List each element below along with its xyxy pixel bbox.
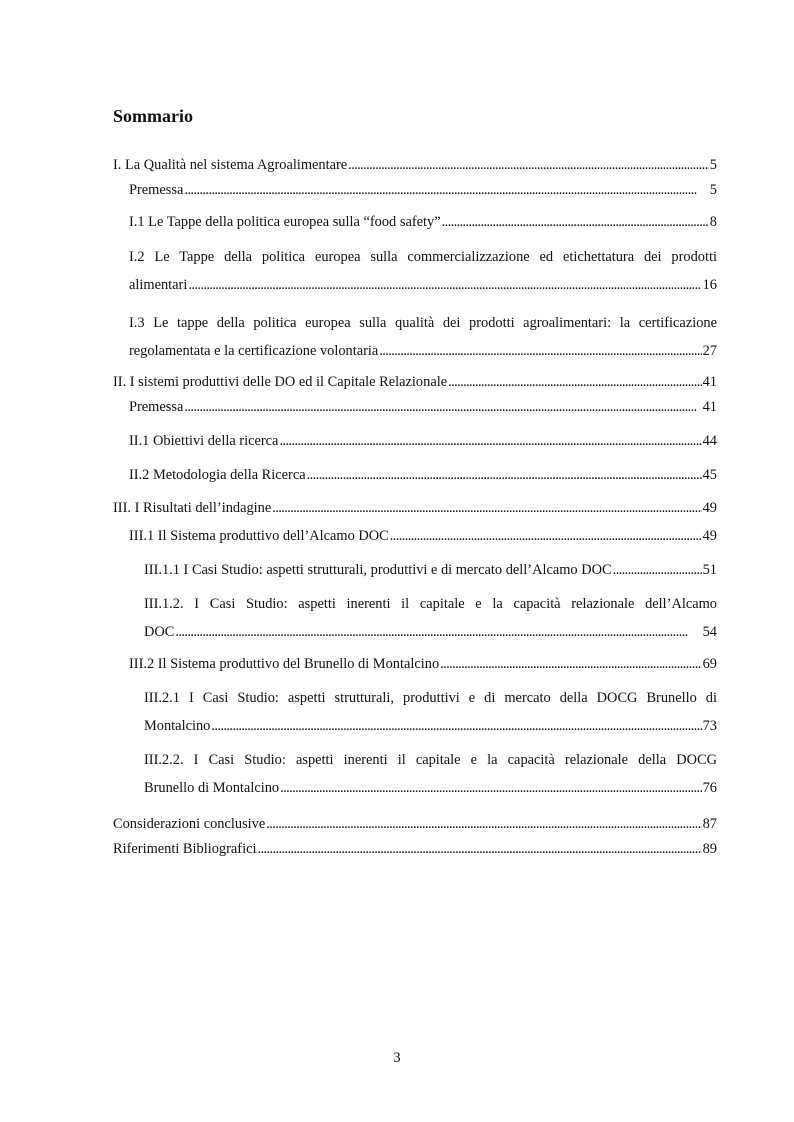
toc-leader-dots: [257, 839, 701, 859]
toc-entry-text: Brunello di Montalcino: [144, 780, 280, 796]
toc-entry-text: Premessa: [129, 182, 184, 198]
toc-page-number: 16: [702, 277, 717, 293]
toc-leader-dots: [448, 372, 702, 392]
toc-page-number: 73: [702, 718, 717, 734]
toc-leader-dots: [184, 180, 708, 200]
toc-entry-bibliography[interactable]: [113, 839, 717, 859]
toc-entry-section-3-2-2[interactable]: [144, 750, 717, 798]
toc-leader-dots: [188, 275, 701, 295]
toc-entry-chapter-1[interactable]: [113, 155, 717, 175]
toc-entry-conclusions[interactable]: [113, 814, 717, 834]
toc-leader-dots: [279, 431, 701, 451]
toc-page-number: 87: [702, 816, 717, 832]
toc-leader-dots: [348, 155, 709, 175]
toc-leader-dots: [211, 716, 701, 736]
toc-leader-dots: [613, 560, 702, 580]
toc-entry-text: III.1 Il Sistema produttivo dell’Alcamo DOC: [129, 528, 389, 544]
toc-entry-text: Premessa: [129, 399, 184, 415]
toc-page-number: 89: [702, 841, 717, 857]
toc-leader-dots: [379, 341, 701, 361]
toc-entry-text: Riferimenti Bibliografici: [113, 841, 257, 857]
toc-entry-text: Montalcino: [144, 718, 211, 734]
toc-page-number: 49: [702, 528, 717, 544]
toc-page-number: 44: [702, 433, 717, 449]
toc-entry-text: Considerazioni conclusive: [113, 816, 266, 832]
toc-page-number: 49: [702, 500, 717, 516]
toc-entry-section-3-1-1[interactable]: [144, 560, 717, 580]
toc-entry-section-1-3[interactable]: [129, 313, 717, 361]
toc-entry-text: alimentari: [129, 277, 188, 293]
toc-leader-dots: [280, 778, 702, 798]
toc-page-number: 8: [709, 214, 717, 230]
toc-entry-text: DOC: [144, 624, 175, 640]
toc-entry-text: III.1.1 I Casi Studio: aspetti strutturali, produttivi e di mercato dell’Alcamo DOC: [144, 562, 612, 578]
toc-leader-dots: [390, 526, 702, 546]
toc-page-number: 69: [702, 656, 717, 672]
toc-page-number: 76: [702, 780, 717, 796]
toc-entry-text-line1: III.1.2. I Casi Studio: aspetti inerenti il capitale e la capacità relazionale dell’Alcamo: [144, 596, 717, 612]
toc-page-number: 41: [702, 374, 717, 390]
toc-entry-text: II.2 Metodologia della Ricerca: [129, 467, 306, 483]
toc-entry-section-3-2[interactable]: [129, 654, 717, 674]
toc-leader-dots: [184, 397, 701, 417]
toc-page-number: 54: [702, 624, 717, 640]
page-number: 3: [393, 1050, 401, 1066]
toc-entry-section-2-1[interactable]: [129, 431, 717, 451]
toc-leader-dots: [175, 622, 701, 642]
toc-entry-premessa-2[interactable]: [129, 397, 717, 417]
toc-entry-premessa-1[interactable]: [129, 180, 717, 200]
toc-leader-dots: [307, 465, 702, 485]
toc-entry-text-line1: I.2 Le Tappe della politica europea sulla commercializzazione ed etichettatura dei prodotti: [129, 249, 717, 265]
toc-entry-text: III. I Risultati dell’indagine: [113, 500, 272, 516]
toc-page-number: 27: [702, 343, 717, 359]
toc-entry-text: regolamentata e la certificazione volontaria: [129, 343, 379, 359]
toc-entry-text: I.1 Le Tappe della politica europea sulla “food safety”: [129, 214, 441, 230]
toc-entry-chapter-2[interactable]: [113, 372, 717, 392]
toc-page-number: 5: [709, 157, 717, 173]
toc-entry-text-line1: I.3 Le tappe della politica europea sulla qualità dei prodotti agroalimentari: la certificazione: [129, 315, 717, 331]
toc-entry-section-3-1[interactable]: [129, 526, 717, 546]
toc-leader-dots: [266, 814, 701, 834]
toc-entry-section-3-2-1[interactable]: [144, 688, 717, 736]
toc-leader-dots: [440, 654, 701, 674]
toc-page-number: 5: [709, 182, 717, 198]
toc-entry-section-3-1-2[interactable]: [144, 594, 717, 642]
toc-entry-text: I. La Qualità nel sistema Agroalimentare: [113, 157, 348, 173]
toc-entry-chapter-3[interactable]: [113, 498, 717, 518]
toc-entry-section-1-2[interactable]: [129, 247, 717, 295]
toc-entry-section-1-1[interactable]: [129, 212, 717, 232]
toc-leader-dots: [442, 212, 709, 232]
toc-entry-text: II.1 Obiettivi della ricerca: [129, 433, 279, 449]
toc-page-number: 41: [702, 399, 717, 415]
toc-entry-text: III.2 Il Sistema produttivo del Brunello di Montalcino: [129, 656, 440, 672]
toc-page-number: 51: [702, 562, 717, 578]
toc-entry-text-line1: III.2.1 I Casi Studio: aspetti strutturali, produttivi e di mercato della DOCG Brunello di: [144, 690, 717, 706]
toc-entry-section-2-2[interactable]: [129, 465, 717, 485]
toc-entry-text-line1: III.2.2. I Casi Studio: aspetti inerenti il capitale e la capacità relazionale della DOCG: [144, 752, 717, 768]
page-title: Sommario: [113, 106, 193, 126]
toc-entry-text: II. I sistemi produttivi delle DO ed il Capitale Relazionale: [113, 374, 448, 390]
toc-leader-dots: [272, 498, 701, 518]
toc-page-number: 45: [702, 467, 717, 483]
